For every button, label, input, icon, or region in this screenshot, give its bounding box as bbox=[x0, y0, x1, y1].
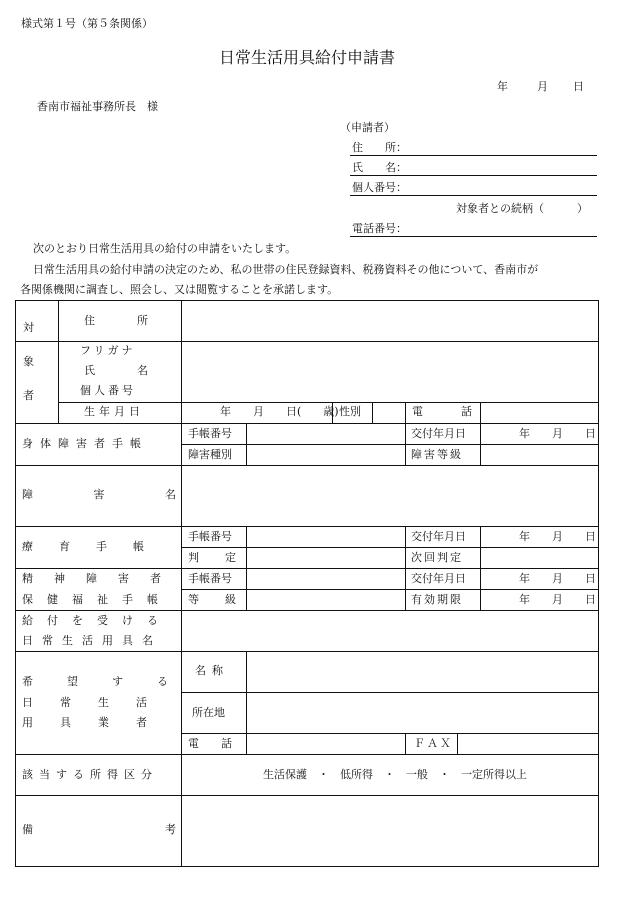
disability-name-b: 害 bbox=[93, 488, 105, 501]
mental-issue-date-label: 交付年月日 bbox=[411, 572, 466, 585]
row-divider bbox=[181, 589, 599, 590]
valid-until-value[interactable]: 年 月 日 bbox=[519, 593, 596, 606]
vendor-label-2: 日常生活 bbox=[22, 696, 174, 709]
mental-issue-date-value[interactable]: 年 月 日 bbox=[519, 572, 596, 585]
rehab-book-label: 療育手帳 bbox=[22, 540, 170, 553]
name-label bbox=[84, 364, 148, 378]
issue-date-label: 交付年月日 bbox=[411, 427, 466, 440]
row-divider bbox=[181, 444, 599, 445]
mental-book-number-label: 手帳番号 bbox=[188, 572, 232, 585]
relation-label: 対象者との続柄（ ） bbox=[456, 202, 588, 215]
remarks-label bbox=[22, 823, 176, 837]
subject-label-1: 対 bbox=[23, 321, 34, 334]
vendor-name-field[interactable] bbox=[247, 652, 598, 691]
request-sentence: 次のとおり日常生活用具の給付の申請をいたします。 bbox=[33, 242, 297, 255]
applicant-address-line[interactable] bbox=[350, 155, 597, 156]
consent-line-1: 日常生活用具の給付申請の決定のため、私の世帯の住民登録資料、税務資料その他について、香南市が bbox=[33, 263, 539, 276]
applicant-mynumber-label: 個人番号： bbox=[352, 181, 407, 194]
vendor-location-label: 所在地 bbox=[192, 706, 225, 719]
vendor-phone-b: 話 bbox=[221, 737, 232, 750]
subject-label-3: 者 bbox=[23, 389, 34, 402]
col-divider bbox=[457, 733, 458, 754]
equipment-field[interactable] bbox=[182, 611, 598, 650]
phone-label bbox=[412, 405, 472, 419]
phone-field[interactable] bbox=[481, 403, 598, 422]
document-title: 日常生活用具給付申請書 bbox=[219, 48, 396, 67]
mynumber-label: 個人番号 bbox=[80, 384, 136, 397]
vendor-label-1: 希望する bbox=[22, 675, 202, 688]
physical-book-label: 身体障害者手帳 bbox=[22, 437, 148, 450]
disability-name-a: 障 bbox=[22, 488, 33, 501]
birthdate-value[interactable]: 年 月 日( 歳) bbox=[220, 405, 339, 418]
judgment-a: 判 bbox=[188, 551, 199, 564]
disability-grade-label: 障害等級 bbox=[411, 448, 463, 461]
equipment-label-2: 日常生活用具名 bbox=[22, 634, 162, 647]
vendor-location-field[interactable] bbox=[247, 693, 598, 732]
col-divider bbox=[372, 402, 373, 423]
grade-b: 級 bbox=[225, 593, 236, 606]
row-divider bbox=[181, 547, 599, 548]
address-label-b: 所 bbox=[137, 314, 148, 327]
disability-name-c: 名 bbox=[165, 488, 176, 501]
col-divider bbox=[246, 526, 247, 610]
row-divider bbox=[15, 568, 599, 569]
rehab-book-number-label: 手帳番号 bbox=[188, 530, 232, 543]
disability-name-field[interactable] bbox=[182, 466, 598, 525]
row-divider bbox=[15, 423, 599, 424]
furigana-label: フリガナ bbox=[80, 344, 136, 357]
grade-a: 等 bbox=[188, 593, 199, 606]
valid-until-label: 有効期限 bbox=[411, 593, 463, 606]
name-field[interactable] bbox=[182, 342, 598, 402]
col-divider bbox=[58, 300, 59, 423]
judgment-b: 定 bbox=[225, 551, 236, 564]
row-divider bbox=[181, 733, 599, 734]
applicant-heading: （申請者） bbox=[340, 121, 395, 134]
equipment-label-1: 給付を受ける bbox=[22, 614, 172, 627]
date-month: 月 bbox=[537, 80, 548, 93]
vendor-label-3: 用具業者 bbox=[22, 716, 174, 729]
issue-date-value[interactable]: 年 月 日 bbox=[519, 427, 596, 440]
book-number-label: 手帳番号 bbox=[188, 427, 232, 440]
applicant-phone-line[interactable] bbox=[350, 236, 597, 237]
row-divider bbox=[15, 754, 599, 755]
form-number: 様式第１号（第５条関係） bbox=[21, 17, 153, 30]
applicant-address-label: 住 所： bbox=[352, 141, 407, 154]
phone-label-b: 話 bbox=[461, 405, 472, 418]
consent-line-2: 各関係機関に調査し、照会し、又は閲覧することを承諾します。 bbox=[20, 283, 339, 296]
judgment-label bbox=[188, 551, 236, 565]
remarks-field[interactable] bbox=[182, 796, 598, 866]
col-divider bbox=[405, 733, 406, 754]
rehab-issue-date-value[interactable]: 年 月 日 bbox=[519, 530, 596, 543]
disability-type-label: 障害種別 bbox=[188, 448, 232, 461]
sex-label: 性別 bbox=[339, 405, 361, 418]
grade-label bbox=[188, 593, 236, 607]
applicant-name-label: 氏 名： bbox=[352, 161, 407, 174]
col-divider bbox=[480, 526, 481, 610]
address-label bbox=[84, 314, 148, 328]
addressee: 香南市福祉事務所長 様 bbox=[37, 100, 158, 113]
birthdate-label: 生年月日 bbox=[84, 405, 144, 418]
vendor-name-label: 名称 bbox=[195, 664, 229, 677]
address-field[interactable] bbox=[182, 301, 598, 341]
date-year: 年 bbox=[497, 80, 508, 93]
date-day: 日 bbox=[573, 80, 584, 93]
subject-label-2: 象 bbox=[23, 355, 34, 368]
name-label-b: 名 bbox=[137, 364, 148, 377]
applicant-phone-label: 電話番号： bbox=[352, 222, 407, 235]
vendor-phone-label bbox=[188, 737, 232, 751]
col-divider bbox=[405, 402, 406, 465]
col-divider bbox=[246, 423, 247, 465]
row-divider bbox=[15, 526, 599, 527]
remarks-a: 備 bbox=[22, 823, 33, 836]
remarks-b: 考 bbox=[165, 823, 176, 836]
applicant-mynumber-line[interactable] bbox=[350, 195, 597, 196]
name-label-a: 氏 bbox=[84, 364, 95, 377]
rehab-issue-date-label: 交付年月日 bbox=[411, 530, 466, 543]
phone-label-a: 電 bbox=[412, 405, 423, 418]
income-class-label: 該当する所得区分 bbox=[22, 768, 158, 781]
disability-name-label bbox=[22, 488, 176, 502]
mental-book-label-2: 保健福祉手帳 bbox=[22, 593, 172, 606]
fax-label: ＦＡＸ bbox=[414, 737, 453, 750]
mental-book-label-1: 精神障害者 bbox=[22, 572, 182, 585]
col-divider bbox=[405, 526, 406, 610]
vendor-phone-a: 電 bbox=[188, 737, 199, 750]
address-label-a: 住 bbox=[84, 314, 95, 327]
applicant-name-line[interactable] bbox=[350, 175, 597, 176]
next-judgment-label: 次回判定 bbox=[411, 551, 463, 564]
income-options[interactable]: 生活保護 ・ 低所得 ・ 一般 ・ 一定所得以上 bbox=[263, 768, 527, 781]
